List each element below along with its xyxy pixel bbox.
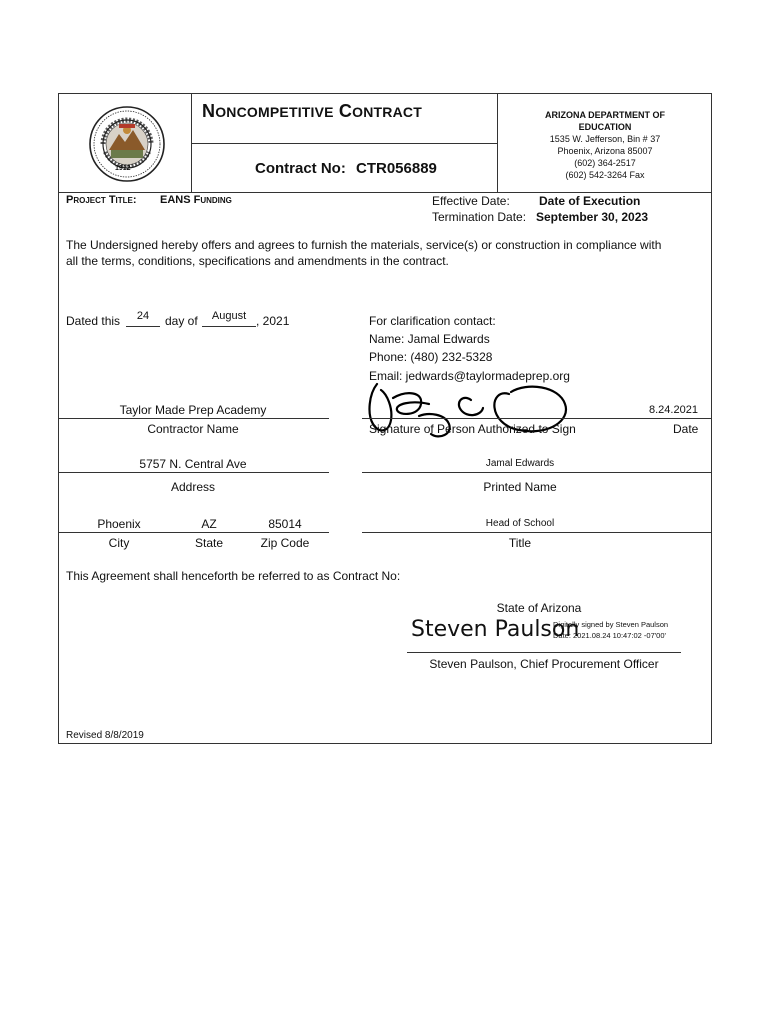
agency-block: [499, 109, 711, 181]
digital-signature-note-line2: Date: 2021.08.24 10:47:02 -07'00': [553, 631, 666, 640]
contract-number: [255, 160, 437, 177]
digital-signature-name: Steven Paulson: [411, 617, 580, 642]
agency-city: Phoenix, Arizona 85007: [557, 146, 653, 156]
printed-name: Jamal Edwards: [485, 458, 555, 469]
contract-document: [58, 93, 712, 744]
digital-signature-note-line1: Digitally signed by Steven Paulson: [553, 620, 669, 629]
signature-line: [59, 418, 329, 419]
handwritten-signature: [359, 354, 589, 454]
state-signature-line: [407, 652, 681, 653]
title-first-letter: N: [202, 101, 216, 121]
offer-text-line2: all the terms, conditions, specifications and amendments in the contract.: [66, 254, 449, 268]
divider: [497, 94, 498, 192]
address-label: Address: [170, 480, 216, 494]
title-label: Title: [508, 536, 532, 550]
dated-mid: day of: [165, 314, 198, 328]
termination-date-label: Termination Date:: [432, 210, 527, 224]
agency-address: 1535 W. Jefferson, Bin # 37: [549, 134, 661, 144]
state-seal: [89, 106, 165, 182]
seal-year: 1912: [115, 165, 131, 172]
contractor-name-label: Contractor Name: [147, 422, 239, 436]
state-label: State: [194, 536, 224, 550]
contractor-state: AZ: [201, 517, 217, 531]
agreement-text: This Agreement shall henceforth be referred to as Contract No:: [66, 569, 401, 583]
dated-prefix: Dated this: [66, 314, 121, 328]
title-line: [362, 532, 711, 533]
city-label: City: [108, 536, 130, 550]
printed-name-label: Printed Name: [483, 480, 557, 494]
dated-month-line: [202, 326, 256, 327]
signature-line: [362, 418, 711, 419]
offer-text: The Undersigned hereby offers and agrees to furnish the materials, service(s) or construction in compliance with: [66, 238, 662, 252]
contractor-city: Phoenix: [97, 517, 141, 531]
officer-name: Steven Paulson, Chief Procurement Officer: [429, 657, 659, 671]
signer-date: 8.24.2021: [649, 404, 698, 416]
contract-no-label: Contract No:: [255, 160, 346, 177]
agency-phone: (602) 364-2517: [574, 158, 636, 168]
title-part: ONTRACT: [352, 104, 422, 120]
printed-name-line: [362, 472, 711, 473]
clarification-heading: For clarification contact:: [369, 314, 496, 328]
state-heading: State of Arizona: [496, 601, 582, 615]
agency-name-line2: EDUCATION: [578, 122, 632, 132]
title-letter: C: [338, 101, 353, 121]
signature-label: Signature of Person Authorized to Sign: [369, 422, 576, 436]
city-state-zip-line: [59, 532, 329, 533]
dated-day-line: [126, 326, 160, 327]
contract-no-value: CTR056889: [356, 160, 437, 177]
contractor-name: Taylor Made Prep Academy: [119, 403, 267, 417]
contractor-zip: 85014: [268, 517, 302, 531]
clarification-email: Email: jedwards@taylormadeprep.org: [369, 369, 570, 383]
project-title-label: Project Title:: [66, 194, 137, 206]
title-part: ONCOMPETITIVE: [215, 104, 334, 120]
divider: [191, 143, 497, 144]
dated-month: August: [211, 310, 247, 322]
dated-day: 24: [136, 310, 150, 322]
project-title-value: EANS Funding: [160, 194, 232, 206]
address-line: [59, 472, 329, 473]
clarification-name: Name: Jamal Edwards: [369, 332, 490, 346]
date-label: Date: [673, 422, 699, 436]
agency-fax: (602) 542-3264 Fax: [565, 170, 645, 180]
effective-date-label: Effective Date:: [432, 194, 510, 208]
zip-label: Zip Code: [260, 536, 310, 550]
clarification-phone: Phone: (480) 232-5328: [369, 350, 493, 364]
dated-year: , 2021: [256, 314, 290, 328]
agency-name: ARIZONA DEPARTMENT OF: [545, 110, 665, 120]
contractor-address: 5757 N. Central Ave: [139, 457, 247, 471]
divider: [59, 192, 711, 193]
digital-signature-note: [553, 619, 668, 641]
revised-date: Revised 8/8/2019: [66, 730, 144, 741]
termination-date-value: September 30, 2023: [536, 210, 649, 224]
effective-date-value: Date of Execution: [539, 194, 641, 208]
page-title: [202, 101, 422, 122]
signer-title: Head of School: [485, 518, 555, 529]
